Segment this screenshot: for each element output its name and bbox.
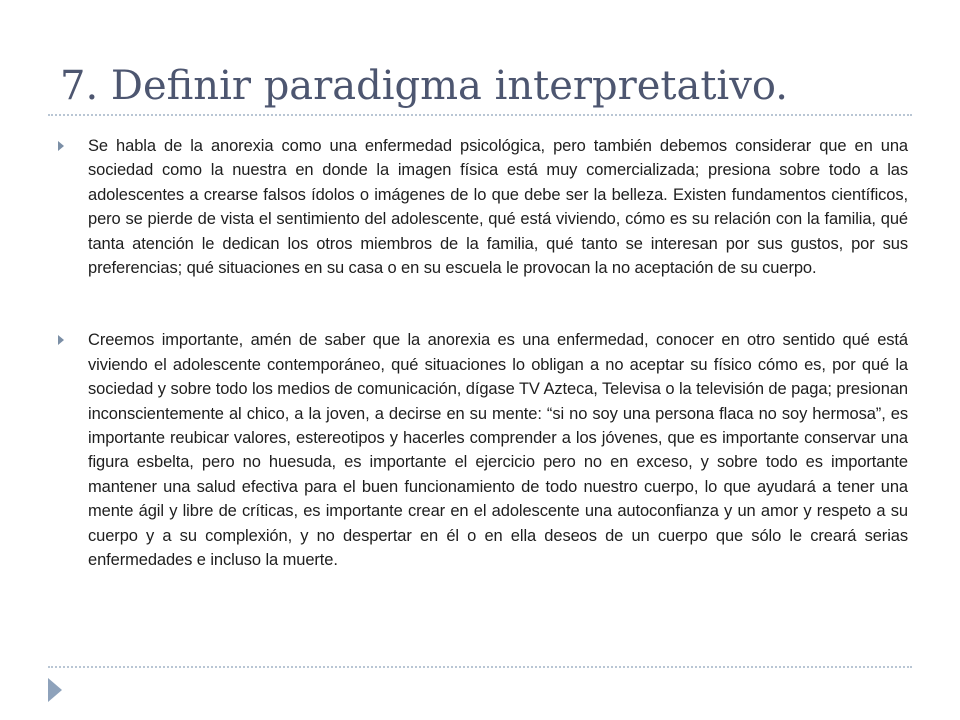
bullet-text: Creemos importante, amén de saber que la anorexia es una enfermedad, conocer en otro sentido qué está viviendo el adolescente contemporáneo, qué situaciones lo obligan a no aceptar su físico cómo es, por qué la sociedad y sobre todo los medios de comunicación, dígase TV Azteca, Televisa o la televisión de paga; presionan inconscientemente al chico, a la joven, a decirse en su mente: “si no soy una persona flaca no soy hermosa”, es importante reubicar valores, estereotipos y hacerles comprender a los jóvenes, que es importante conservar una figura esbelta, pero no huesuda, es importante el ejercicio pero no en exceso, y sobre todo es importante mantener una salud efectiva para el buen funcionamiento de todo nuestro cuerpo, lo que ayudará a tener una mente ágil y libre de críticas, es importante crear en el adolescente una autoconfianza y un amor y respeto a su cuerpo y a su complexión, y no despertar en él o en ella deseos de un cuerpo que sólo le creará serias enfermedades e incluso la muerte. bbox=[88, 331, 908, 570]
slide-content bbox=[56, 134, 908, 573]
triangle-bullet-icon bbox=[58, 141, 64, 151]
bullet-item bbox=[56, 328, 908, 572]
triangle-corner-icon bbox=[48, 678, 62, 702]
bullet-text: Se habla de la anorexia como una enfermedad psicológica, pero también debemos considerar que en una sociedad como la nuestra en donde la imagen física está muy comercializada; presiona sobre todo a las adolescentes a crearse falsos ídolos o imágenes de lo que debe ser la belleza. Existen fundamentos científicos, pero se pierde de vista el sentimiento del adolescente, qué está viviendo, cómo es su relación con la familia, qué tanta atención le dedican los otros miembros de la familia, qué tanto se interesan por sus gustos, por sus preferencias; qué situaciones en su casa o en su escuela le provocan la no aceptación de su cuerpo. bbox=[88, 137, 908, 278]
title-divider bbox=[48, 114, 912, 116]
bullet-item bbox=[56, 134, 908, 280]
slide-title: 7. Definir paradigma interpretativo. bbox=[60, 63, 788, 109]
footer-divider bbox=[48, 666, 912, 668]
triangle-bullet-icon bbox=[58, 335, 64, 345]
